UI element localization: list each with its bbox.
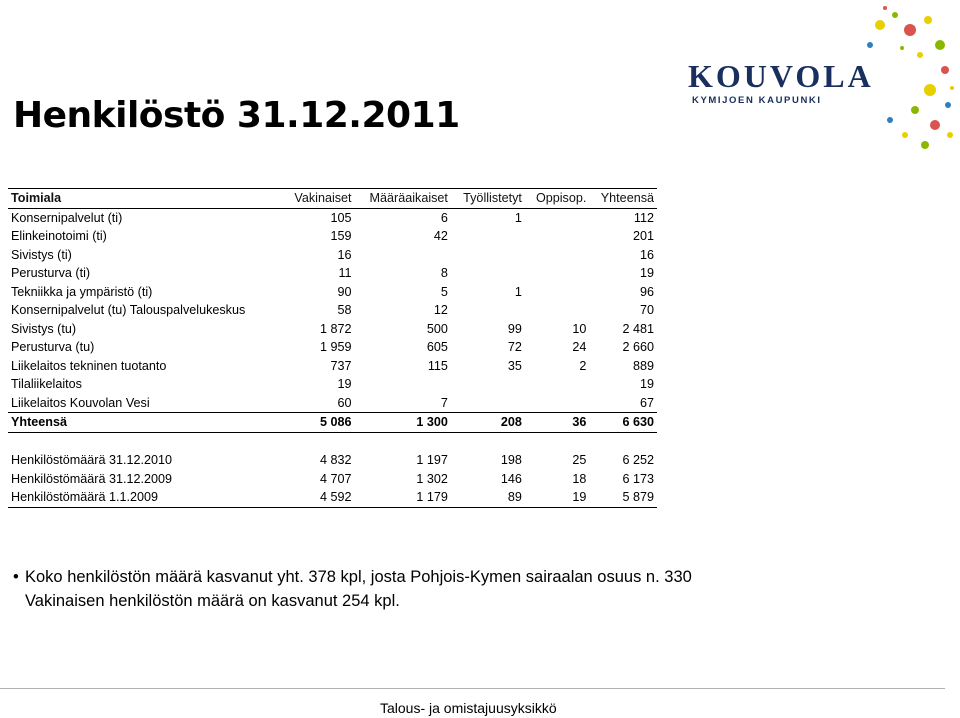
cell-oppisop (525, 375, 589, 394)
cell-vakinaiset: 737 (330, 358, 352, 373)
kouvola-logo (680, 0, 960, 160)
col-header-toimiala: Toimiala (8, 189, 282, 209)
cell-vakinaiset: 58 (337, 303, 352, 317)
cell-vakinaiset: 5 086 (282, 413, 354, 433)
col-header-vakinaiset: Vakinaiset (282, 189, 354, 209)
cell-vakinaiset: 105 (330, 210, 352, 225)
cell-maaraaikaiset (355, 375, 451, 394)
cell-oppisop (525, 394, 589, 413)
cell-tyollistetyt: 1 (514, 210, 522, 225)
col-header-tyollistetyt: Työllistetyt (451, 189, 525, 209)
cell-oppisop: 2 (579, 358, 587, 373)
cell-maaraaikaiset: 500 (426, 321, 448, 336)
cell-maaraaikaiset: 5 (440, 284, 448, 299)
table-row (8, 227, 657, 246)
cell-tyollistetyt: 1 (514, 284, 522, 299)
table-row (8, 246, 657, 265)
cell-toimiala: Yhteensä (8, 413, 282, 433)
cell-toimiala: Sivistys (ti) (11, 247, 72, 262)
table-row (8, 208, 657, 227)
cell-oppisop (525, 246, 589, 265)
cell-toimiala: Liikelaitos Kouvolan Vesi (11, 395, 150, 410)
cell-oppisop: 24 (572, 340, 587, 354)
cell-oppisop: 36 (525, 413, 589, 433)
cell-toimiala: Henkilöstömäärä 31.12.2010 (11, 453, 173, 467)
cell-toimiala: Perusturva (ti) (11, 266, 91, 280)
bullet-icon: • (13, 568, 19, 586)
table-header-row (8, 189, 657, 209)
cell-oppisop (525, 283, 589, 302)
history-row (8, 451, 657, 470)
cell-oppisop: 10 (572, 321, 587, 336)
table-row (8, 264, 657, 283)
cell-vakinaiset: 4 707 (320, 471, 352, 486)
cell-toimiala: Henkilöstömäärä 31.12.2009 (11, 471, 173, 486)
cell-vakinaiset: 1 959 (320, 340, 352, 354)
cell-vakinaiset: 60 (337, 395, 352, 410)
cell-maaraaikaiset: 605 (426, 340, 448, 354)
cell-tyollistetyt (451, 375, 525, 394)
table-row (8, 357, 657, 376)
cell-tyollistetyt (451, 246, 525, 265)
cell-maaraaikaiset: 1 300 (355, 413, 451, 433)
history-row (8, 470, 657, 489)
cell-toimiala: Perusturva (tu) (11, 340, 95, 354)
cell-vakinaiset: 90 (337, 284, 352, 299)
cell-toimiala: Tilaliikelaitos (11, 377, 82, 391)
cell-maaraaikaiset: 1 302 (416, 471, 448, 486)
cell-toimiala: Henkilöstömäärä 1.1.2009 (8, 488, 282, 507)
history-row (8, 488, 657, 507)
cell-tyollistetyt: 146 (500, 471, 522, 486)
page-title: Henkilöstö 31.12.2011 (13, 95, 460, 136)
cell-maaraaikaiset: 42 (433, 229, 448, 243)
cell-tyollistetyt (451, 301, 525, 320)
cell-toimiala: Konsernipalvelut (tu) Talouspalvelukeskus (11, 303, 246, 317)
spacer-row (8, 432, 657, 451)
footer-divider (0, 688, 945, 689)
table-row (8, 320, 657, 339)
cell-oppisop (525, 208, 589, 227)
cell-oppisop (525, 227, 589, 246)
cell-yhteensa: 889 (632, 358, 654, 373)
cell-yhteensa: 19 (639, 266, 654, 280)
table-row (8, 301, 657, 320)
table-row (8, 375, 657, 394)
cell-tyollistetyt (451, 264, 525, 283)
logo-wordmark: KOUVOLA (688, 58, 874, 94)
cell-tyollistetyt (451, 227, 525, 246)
cell-oppisop (525, 301, 589, 320)
cell-oppisop: 25 (572, 453, 587, 467)
cell-yhteensa: 96 (639, 284, 654, 299)
cell-yhteensa: 19 (639, 377, 654, 391)
table-row (8, 394, 657, 413)
cell-toimiala: Sivistys (tu) (11, 321, 77, 336)
cell-yhteensa: 67 (639, 395, 654, 410)
cell-yhteensa: 201 (632, 229, 654, 243)
cell-tyollistetyt (451, 394, 525, 413)
bullet-text-line1: Koko henkilöstön määrä kasvanut yht. 378 kpl, josta Pohjois-Kymen sairaalan osuus n. 330 (25, 568, 692, 586)
cell-tyollistetyt: 99 (507, 321, 522, 336)
cell-tyollistetyt: 89 (451, 488, 525, 507)
cell-toimiala: Tekniikka ja ympäristö (ti) (11, 284, 153, 299)
cell-yhteensa: 2 660 (622, 340, 654, 354)
cell-maaraaikaiset: 12 (433, 303, 448, 317)
bullet-text-line2: Vakinaisen henkilöstön määrä on kasvanut 254 kpl. (25, 592, 400, 610)
table-row (8, 283, 657, 302)
col-header-yhteensa: Yhteensä (589, 189, 657, 209)
cell-tyollistetyt: 198 (500, 453, 522, 467)
footer-text: Talous- ja omistajuusyksikkö (380, 700, 557, 716)
cell-maaraaikaiset: 115 (427, 358, 448, 373)
cell-vakinaiset: 16 (337, 247, 352, 262)
cell-yhteensa: 112 (633, 210, 654, 225)
cell-oppisop: 18 (572, 471, 587, 486)
col-header-oppisop: Oppisop. (525, 189, 589, 209)
cell-tyollistetyt: 208 (451, 413, 525, 433)
cell-yhteensa: 6 252 (622, 453, 654, 467)
cell-vakinaiset: 1 872 (320, 321, 352, 336)
cell-vakinaiset: 19 (337, 377, 352, 391)
cell-tyollistetyt: 72 (507, 340, 522, 354)
cell-maaraaikaiset (355, 246, 451, 265)
cell-yhteensa: 6 630 (589, 413, 657, 433)
cell-maaraaikaiset: 1 179 (355, 488, 451, 507)
cell-oppisop (525, 264, 589, 283)
cell-maaraaikaiset: 1 197 (416, 453, 448, 467)
cell-toimiala: Elinkeinotoimi (ti) (11, 229, 107, 243)
cell-yhteensa: 6 173 (622, 471, 654, 486)
cell-vakinaiset: 4 832 (320, 453, 352, 467)
cell-yhteensa: 5 879 (589, 488, 657, 507)
cell-toimiala: Liikelaitos tekninen tuotanto (11, 358, 167, 373)
cell-yhteensa: 70 (639, 303, 654, 317)
cell-oppisop: 19 (525, 488, 589, 507)
cell-vakinaiset: 159 (330, 229, 352, 243)
logo-subtitle: KYMIJOEN KAUPUNKI (692, 95, 822, 106)
cell-tyollistetyt: 35 (507, 358, 522, 373)
cell-maaraaikaiset: 7 (440, 395, 448, 410)
cell-yhteensa: 16 (639, 247, 654, 262)
staff-table (8, 188, 657, 508)
cell-yhteensa: 2 481 (622, 321, 654, 336)
table-row (8, 338, 657, 357)
cell-vakinaiset: 4 592 (282, 488, 354, 507)
cell-vakinaiset: 11 (338, 266, 352, 280)
total-row (8, 413, 657, 433)
cell-maaraaikaiset: 8 (440, 266, 448, 280)
cell-maaraaikaiset: 6 (440, 210, 448, 225)
cell-toimiala: Konsernipalvelut (ti) (11, 210, 123, 225)
col-header-maaraaikaiset: Määräaikaiset (355, 189, 451, 209)
